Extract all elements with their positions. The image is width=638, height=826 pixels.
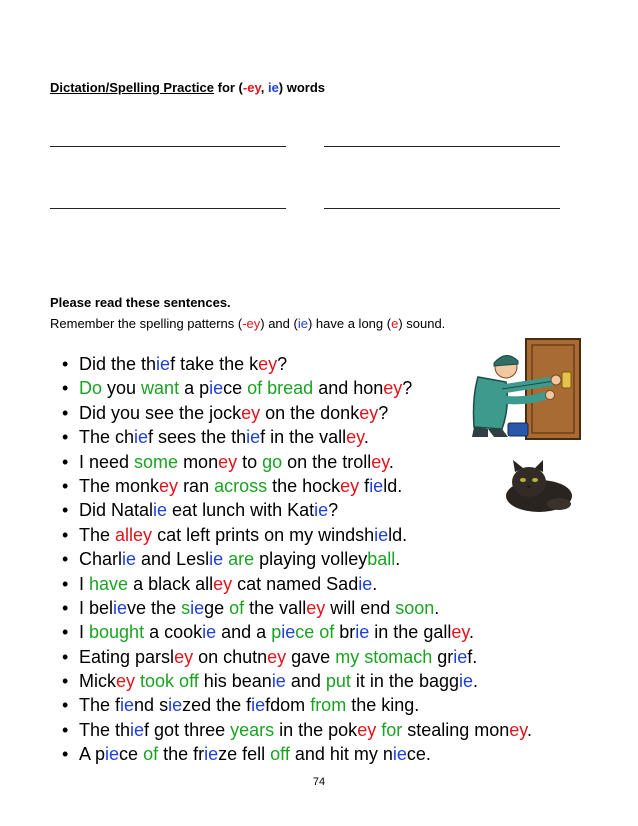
sentence-segment-highlight: ey	[213, 573, 233, 594]
sentence-segment-text: I need	[79, 451, 135, 472]
sentence-segment-text: .	[395, 549, 401, 570]
sentence-segment-text: The th	[79, 719, 131, 740]
sentence-segment-highlight: ey	[359, 402, 379, 423]
sentence-segment-text: Did the th	[79, 354, 157, 374]
heading-ey: -ey	[242, 80, 261, 95]
sentence-segment-text: .	[469, 622, 475, 643]
sentence-segment-text: br	[334, 622, 356, 643]
sentence-item	[62, 474, 532, 498]
sentence-segment-highlight: ey	[218, 451, 238, 472]
sentence-segment-highlight: ie	[453, 646, 468, 667]
bullet-icon: •	[62, 451, 69, 472]
sentence-segment-text: ce	[119, 744, 144, 765]
bullet-icon: •	[62, 646, 69, 667]
sentence-item	[62, 620, 532, 644]
man-unlocking-door-illustration	[458, 337, 585, 442]
answer-blank-4	[324, 208, 560, 209]
sentence-segment-text: Did you see the jock	[79, 402, 242, 423]
sentence-segment-highlight: ey	[267, 646, 287, 667]
sentence-segment-highlight: ie	[120, 695, 135, 716]
sentence-segment-text: f	[359, 475, 370, 496]
sentence-segment-highlight: ie	[459, 671, 474, 692]
sentence-segment-highlight: Do	[79, 378, 103, 399]
sentence-item	[62, 450, 532, 474]
sentence-segment-text: f got three	[144, 719, 231, 740]
sentence-item	[62, 596, 532, 620]
sentence-segment-text: ?	[402, 378, 413, 399]
bullet-icon: •	[62, 671, 69, 692]
sentence-segment-text: ran	[178, 475, 215, 496]
sentence-segment-text: f sees the th	[148, 427, 247, 448]
sentence-segment-text: ze fell	[218, 744, 271, 765]
instructions-segment-text: ) have a long (	[307, 316, 392, 331]
sentence-segment-text: gr	[432, 646, 454, 667]
sentence-segment-text: .	[473, 671, 479, 692]
sentence-segment-highlight: ey	[174, 646, 194, 667]
sentence-segment-text: will end	[325, 597, 396, 618]
bullet-icon: •	[62, 573, 69, 594]
sentence-segment-text: I	[79, 573, 90, 594]
instructions-segment-text: Remember the spelling patterns (	[50, 316, 243, 331]
sentence-item	[62, 498, 532, 522]
sentence-segment-highlight: of	[143, 744, 159, 765]
heading-ie: ie	[267, 80, 279, 95]
sentence-segment-text: fdom	[265, 695, 311, 716]
sentence-segment-highlight: took off	[140, 671, 199, 692]
sentence-segment-text: ld.	[383, 475, 403, 496]
sentence-item	[62, 693, 532, 717]
sentence-segment-highlight: ey	[371, 451, 389, 472]
sentence-segment-highlight: years	[230, 719, 275, 740]
sentence-segment-highlight: ie	[281, 622, 296, 643]
sentence-segment-highlight: ie	[251, 695, 266, 716]
sentence-segment-highlight: ey	[357, 719, 377, 740]
sentence-segment-text: a p	[179, 378, 210, 399]
sentence-segment-highlight: some	[134, 451, 179, 472]
bullet-icon: •	[62, 597, 69, 618]
sentence-segment-highlight: ey	[116, 671, 136, 692]
sentence-segment-highlight: ie	[168, 695, 183, 716]
sentence-segment-text: in the gall	[369, 622, 452, 643]
sentence-segment-text: in the pok	[274, 719, 358, 740]
bullet-icon: •	[62, 354, 69, 374]
heading-for-text: for (	[214, 80, 243, 95]
sentence-segment-highlight: ball	[367, 549, 396, 570]
instructions-segment-highlight: e	[391, 316, 399, 331]
sentence-segment-highlight: of	[229, 597, 245, 618]
sentence-segment-highlight: soon	[395, 597, 435, 618]
sentence-segment-highlight: ey	[346, 427, 364, 448]
sentence-segment-text: and Lesl	[136, 549, 210, 570]
sentence-segment-text: on the troll	[282, 451, 372, 472]
bullet-icon: •	[62, 524, 69, 545]
sentence-segment-text: and a	[216, 622, 272, 643]
sentence-segment-text: the king.	[346, 695, 420, 716]
sentence-segment-text: ?	[277, 354, 288, 374]
sentence-segment-text: ld.	[388, 524, 408, 545]
sentence-segment-text: on the donk	[260, 402, 360, 423]
sentence-item	[62, 669, 532, 693]
sentence-segment-highlight: ie	[209, 378, 224, 399]
sentence-segment-text: A p	[79, 744, 106, 765]
sentence-segment-text: stealing mon	[402, 719, 510, 740]
sentence-segment-highlight: ie	[314, 500, 329, 521]
sentence-segment-highlight: have	[89, 573, 129, 594]
heading-comma: ,	[260, 80, 268, 95]
sentence-segment-highlight: for	[381, 719, 403, 740]
instructions-text	[50, 316, 445, 331]
sentence-segment-highlight: ey	[340, 475, 360, 496]
sentence-segment-highlight: ce of	[295, 622, 335, 643]
instructions-segment-highlight: -ey	[242, 316, 261, 331]
answer-blank-1	[50, 146, 286, 147]
sentence-segment-text: Charl	[79, 549, 123, 570]
sentence-segment-text: ?	[328, 500, 339, 521]
bullet-icon: •	[62, 622, 69, 643]
sentence-segment-highlight: ie	[122, 549, 137, 570]
sentence-segment-highlight: p	[271, 622, 282, 643]
sentence-item	[62, 742, 532, 766]
sentence-segment-text: .	[372, 573, 378, 594]
sentence-segment-highlight: ie	[355, 622, 370, 643]
bullet-icon: •	[62, 378, 69, 399]
sentence-segment-highlight: ey	[241, 402, 261, 423]
sentence-segment-highlight: ie	[105, 744, 120, 765]
sentence-segment-highlight: are	[228, 549, 255, 570]
sentence-segment-highlight: from	[310, 695, 347, 716]
sentence-segment-highlight: off	[270, 744, 290, 765]
sentence-segment-text: f take the k	[170, 354, 259, 374]
sentence-segment-text: The	[79, 524, 116, 545]
sentence-segment-highlight: ie	[153, 500, 168, 521]
sentence-segment-text: and hit my n	[289, 744, 393, 765]
sentence-segment-text: .	[526, 719, 532, 740]
sentence-segment-text: zed the f	[182, 695, 252, 716]
sentence-segment-text: I bel	[79, 597, 114, 618]
sentence-segment-text: nd s	[134, 695, 169, 716]
sentence-segment-text: Mick	[79, 671, 116, 692]
sentence-segment-text: .	[434, 597, 440, 618]
sentence-segment-highlight: put	[325, 671, 351, 692]
sentence-segment-highlight: ie	[190, 597, 205, 618]
sentence-segment-text: on chutn	[193, 646, 268, 667]
sentence-segment-text: to	[237, 451, 263, 472]
bullet-icon: •	[62, 744, 69, 765]
sentence-item	[62, 718, 532, 742]
bullet-icon: •	[62, 402, 69, 423]
sentence-segment-text: The ch	[79, 427, 135, 448]
sentence-segment-text: eat lunch with Kat	[167, 500, 315, 521]
bullet-icon: •	[62, 695, 69, 716]
sentence-segment-text: The f	[79, 695, 121, 716]
black-cat-photo	[497, 458, 575, 514]
sentence-segment-text: the hock	[267, 475, 341, 496]
instructions-segment-text: ) and (	[260, 316, 298, 331]
sentence-segment-highlight: ie	[202, 622, 217, 643]
sentence-segment-text: f in the vall	[260, 427, 347, 448]
sentence-segment-highlight: go	[262, 451, 283, 472]
sentence-segment-text: ve the	[127, 597, 182, 618]
instructions-segment-text: ) sound.	[398, 316, 446, 331]
sentence-segment-highlight: of bread	[247, 378, 314, 399]
sentence-segment-highlight: s	[181, 597, 191, 618]
sentence-segment-text: cat left prints on my windsh	[152, 524, 375, 545]
answer-blank-2	[324, 146, 560, 147]
sentence-segment-text: Did Natal	[79, 500, 154, 521]
sentence-segment-text: f.	[467, 646, 478, 667]
sentence-segment-text: ge	[204, 597, 230, 618]
sentence-segment-highlight: ie	[369, 475, 384, 496]
sentence-segment-text: I	[79, 622, 90, 643]
worksheet-heading	[50, 80, 325, 95]
sentence-segment-highlight: ie	[156, 354, 171, 374]
sentence-segment-text: ce.	[406, 744, 431, 765]
sentence-item	[62, 547, 532, 571]
sentence-segment-highlight: my stomach	[335, 646, 433, 667]
sentence-segment-text: the fr	[158, 744, 205, 765]
sentence-segment-highlight: alley	[115, 524, 153, 545]
sentence-segment-text: cat named Sad	[232, 573, 359, 594]
sentence-segment-highlight: ie	[134, 427, 149, 448]
sentence-segment-highlight: ie	[374, 524, 389, 545]
sentence-segment-highlight: ie	[271, 671, 286, 692]
sentence-segment-text: it in the bagg	[350, 671, 459, 692]
sentence-segment-text: Eating parsl	[79, 646, 175, 667]
sentence-segment-text: and	[285, 671, 326, 692]
sentence-segment-text: The monk	[79, 475, 160, 496]
sentence-segment-highlight: ey	[258, 354, 278, 374]
sentence-segment-highlight: across	[214, 475, 268, 496]
sentence-segment-highlight: ey	[451, 622, 470, 643]
sentence-segment-text: the vall	[244, 597, 307, 618]
sentence-segment-highlight: ie	[246, 427, 261, 448]
bullet-icon: •	[62, 500, 69, 521]
bullet-icon: •	[62, 427, 69, 448]
instructions-title: Please read these sentences.	[50, 295, 231, 310]
sentence-segment-text: .	[388, 451, 394, 472]
bullet-icon: •	[62, 549, 69, 570]
sentence-segment-text: and hon	[313, 378, 384, 399]
sentence-item	[62, 572, 532, 596]
sentence-segment-text: gave	[286, 646, 336, 667]
answer-blank-3	[50, 208, 286, 209]
sentence-segment-highlight: bought	[89, 622, 145, 643]
sentence-segment-text: ce	[223, 378, 248, 399]
sentence-segment-text: ?	[378, 402, 389, 423]
sentence-segment-highlight: want	[141, 378, 180, 399]
bullet-icon: •	[62, 475, 69, 496]
sentence-segment-text: .	[363, 427, 369, 448]
page-number: 74	[312, 776, 326, 788]
sentence-segment-highlight: ey	[306, 597, 326, 618]
sentence-segment-highlight: ie	[392, 744, 407, 765]
sentence-segment-highlight: ey	[383, 378, 403, 399]
bullet-icon: •	[62, 719, 69, 740]
sentence-segment-text: a black all	[128, 573, 214, 594]
sentence-segment-highlight: ie	[113, 597, 128, 618]
sentence-segment-text: his bean	[198, 671, 272, 692]
sentence-segment-highlight: ie	[204, 744, 219, 765]
sentence-segment-text: you	[102, 378, 142, 399]
heading-close: ) words	[278, 80, 326, 95]
sentence-segment-text: a cook	[144, 622, 203, 643]
sentence-segment-text: playing volley	[254, 549, 368, 570]
heading-label: Dictation/Spelling Practice	[50, 80, 214, 95]
sentence-item	[62, 523, 532, 547]
sentence-segment-text: mon	[178, 451, 219, 472]
sentence-segment-highlight: ie	[358, 573, 373, 594]
sentence-segment-highlight: ey	[509, 719, 527, 740]
sentence-segment-highlight: ie	[209, 549, 224, 570]
sentence-segment-highlight: ey	[159, 475, 179, 496]
sentence-item	[62, 645, 532, 669]
instructions-segment-highlight: ie	[297, 316, 308, 331]
sentence-segment-highlight: ie	[130, 719, 145, 740]
